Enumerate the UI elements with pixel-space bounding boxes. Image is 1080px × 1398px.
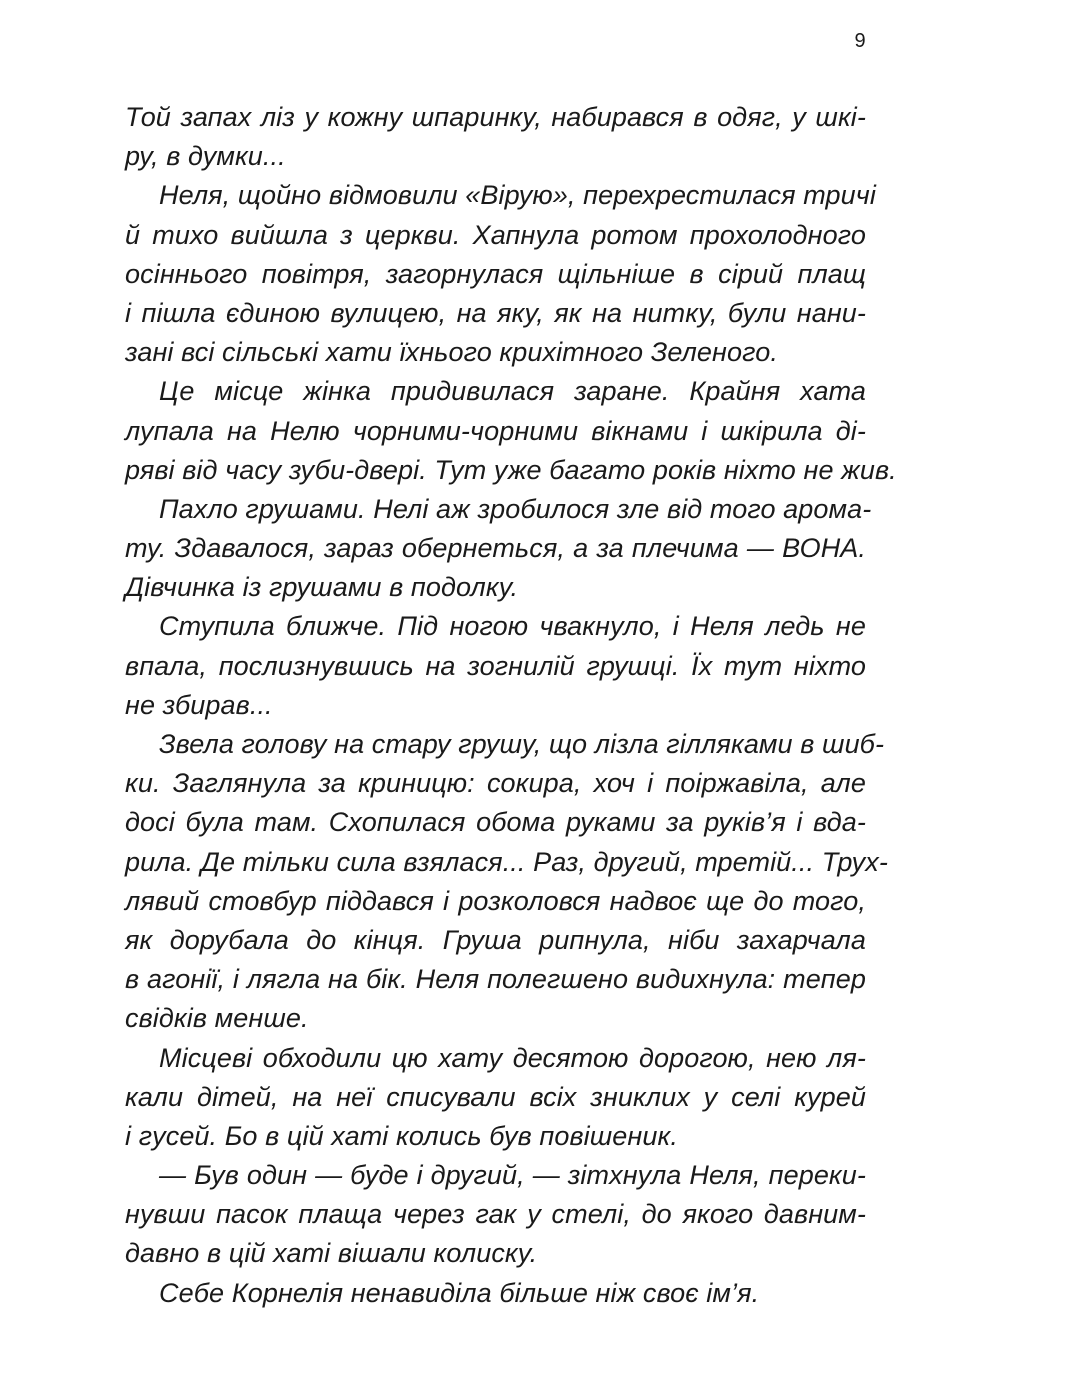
text-line: лупала на Нелю чорними-чорними вікнами і шкірила ді- bbox=[125, 415, 866, 446]
text-line: нувши пасок плаща через гак у стелі, до якого давним- bbox=[125, 1199, 866, 1230]
text-line: давно в цій хаті вішали колиску. bbox=[125, 1238, 538, 1269]
text-line: Це місце жінка придивилася заране. Крайня хата bbox=[159, 376, 866, 407]
text-line: досі була там. Схопилася обома руками за руків’я і вда- bbox=[125, 807, 866, 838]
text-line: не збирав... bbox=[125, 689, 273, 720]
text-line: — Був один — буде і другий, — зітхнула Неля, переки- bbox=[159, 1160, 866, 1191]
text-line: ту. Здавалося, зараз обернеться, а за плечима — ВОНА. bbox=[125, 533, 866, 564]
text-line: Місцеві обходили цю хату десятою дорогою, нею ля- bbox=[159, 1042, 866, 1073]
text-line: як дорубала до кінця. Груша рипнула, ніби захарчала bbox=[125, 924, 866, 955]
text-line: Себе Корнелія ненавиділа більше ніж своє ім’я. bbox=[159, 1277, 760, 1308]
page-number: 9 bbox=[854, 30, 866, 52]
text-line: кали дітей, на неї списували всіх зниклих у селі курей bbox=[125, 1081, 866, 1112]
text-line: ки. Заглянула за криницю: сокира, хоч і поіржавіла, але bbox=[125, 768, 866, 799]
text-line: свідків менше. bbox=[125, 1003, 309, 1034]
text-line: і пішла єдиною вулицею, на яку, як на нитку, були нани- bbox=[125, 297, 866, 328]
text-line: зані всі сільські хати їхнього крихітного Зеленого. bbox=[125, 337, 778, 368]
text-line: осіннього повітря, загорнулася щільніше в сірий плащ bbox=[125, 258, 866, 289]
text-line: в агонії, і лягла на бік. Неля полегшено видихнула: тепер bbox=[125, 964, 866, 995]
text-line: впала, послизнувшись на зогнилій грушці. Їх тут ніхто bbox=[125, 650, 866, 681]
text-line: й тихо вийшла з церкви. Хапнула ротом прохолодного bbox=[125, 219, 866, 250]
text-line: ру, в думки... bbox=[125, 141, 286, 172]
text-line: Дівчинка із грушами в подолку. bbox=[125, 572, 519, 603]
text-line: Пахло грушами. Нелі аж зробилося зле від того арома- bbox=[159, 493, 872, 524]
text-line: Той запах ліз у кожну шпаринку, набирався в одяг, у шкі- bbox=[125, 102, 866, 132]
text-block bbox=[125, 98, 897, 1313]
text-line: ряві від часу зуби-двері. Тут уже багато років ніхто не жив. bbox=[125, 454, 897, 485]
text-line: рила. Де тільки сила взялася... Раз, другий, третій... Трух- bbox=[125, 846, 888, 877]
text-line: Звела голову на стару грушу, що лізла гілляками в шиб- bbox=[159, 729, 885, 759]
text-line: Неля, щойно відмовили «Вірую», перехрестилася тричі bbox=[159, 180, 876, 211]
text-line: і гусей. Бо в цій хаті колись був повішеник. bbox=[125, 1120, 678, 1151]
text-line: лявий стовбур піддався і розколовся надвоє ще до того, bbox=[125, 885, 866, 916]
text-line: Ступила ближче. Під ногою чвакнуло, і Неля ледь не bbox=[159, 611, 866, 642]
